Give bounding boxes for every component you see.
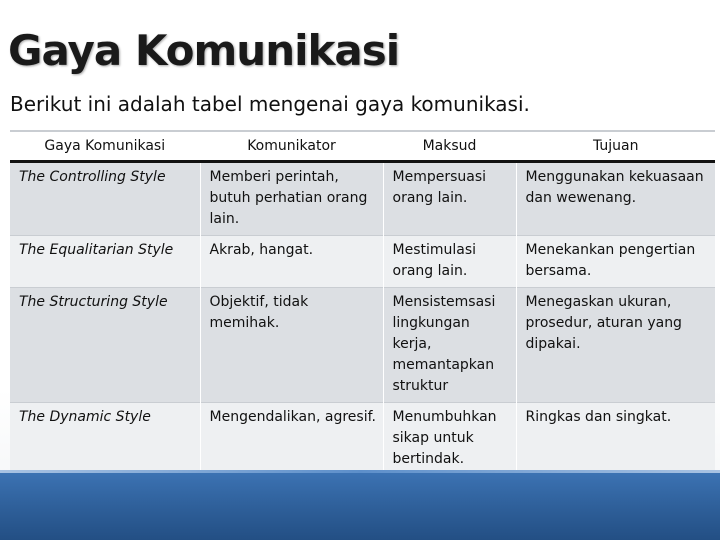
page-subtitle: Berikut ini adalah tabel mengenai gaya komunikasi. bbox=[10, 92, 530, 116]
table-header-row bbox=[10, 131, 715, 162]
cell-style: The Controlling Style bbox=[19, 169, 166, 185]
header-komunikator: Komunikator bbox=[200, 131, 383, 162]
cell-komunikator: Akrab, hangat. bbox=[200, 236, 383, 288]
cell-style: The Dynamic Style bbox=[19, 409, 151, 425]
table-row bbox=[10, 162, 715, 236]
page-title: Gaya Komunikasi bbox=[8, 26, 400, 75]
cell-maksud: Mempersuasi orang lain. bbox=[383, 162, 516, 236]
cell-komunikator: Mengendalikan, agresif. bbox=[200, 403, 383, 476]
cell-style: The Equalitarian Style bbox=[19, 242, 174, 258]
cell-maksud: Mestimulasi orang lain. bbox=[383, 236, 516, 288]
table-row bbox=[10, 236, 715, 288]
cell-komunikator: Objektif, tidak memihak. bbox=[200, 288, 383, 403]
cell-komunikator: Memberi perintah, butuh perhatian orang lain. bbox=[200, 162, 383, 236]
footer-band-highlight bbox=[0, 470, 720, 473]
header-tujuan: Tujuan bbox=[516, 131, 715, 162]
cell-maksud: Menumbuhkan sikap untuk bertindak. bbox=[383, 403, 516, 476]
cell-tujuan: Ringkas dan singkat. bbox=[516, 403, 715, 476]
footer-band bbox=[0, 470, 720, 540]
communication-style-table bbox=[10, 130, 715, 475]
table-row bbox=[10, 403, 715, 476]
cell-tujuan: Menegaskan ukuran, prosedur, aturan yang dipakai. bbox=[516, 288, 715, 403]
cell-maksud: Mensistemsasi lingkungan kerja, memantapkan struktur bbox=[383, 288, 516, 403]
cell-tujuan: Menekankan pengertian bersama. bbox=[516, 236, 715, 288]
header-gaya-komunikasi: Gaya Komunikasi bbox=[10, 131, 200, 162]
cell-tujuan: Menggunakan kekuasaan dan wewenang. bbox=[516, 162, 715, 236]
cell-style: The Structuring Style bbox=[19, 294, 168, 310]
table-row bbox=[10, 288, 715, 403]
header-maksud: Maksud bbox=[383, 131, 516, 162]
